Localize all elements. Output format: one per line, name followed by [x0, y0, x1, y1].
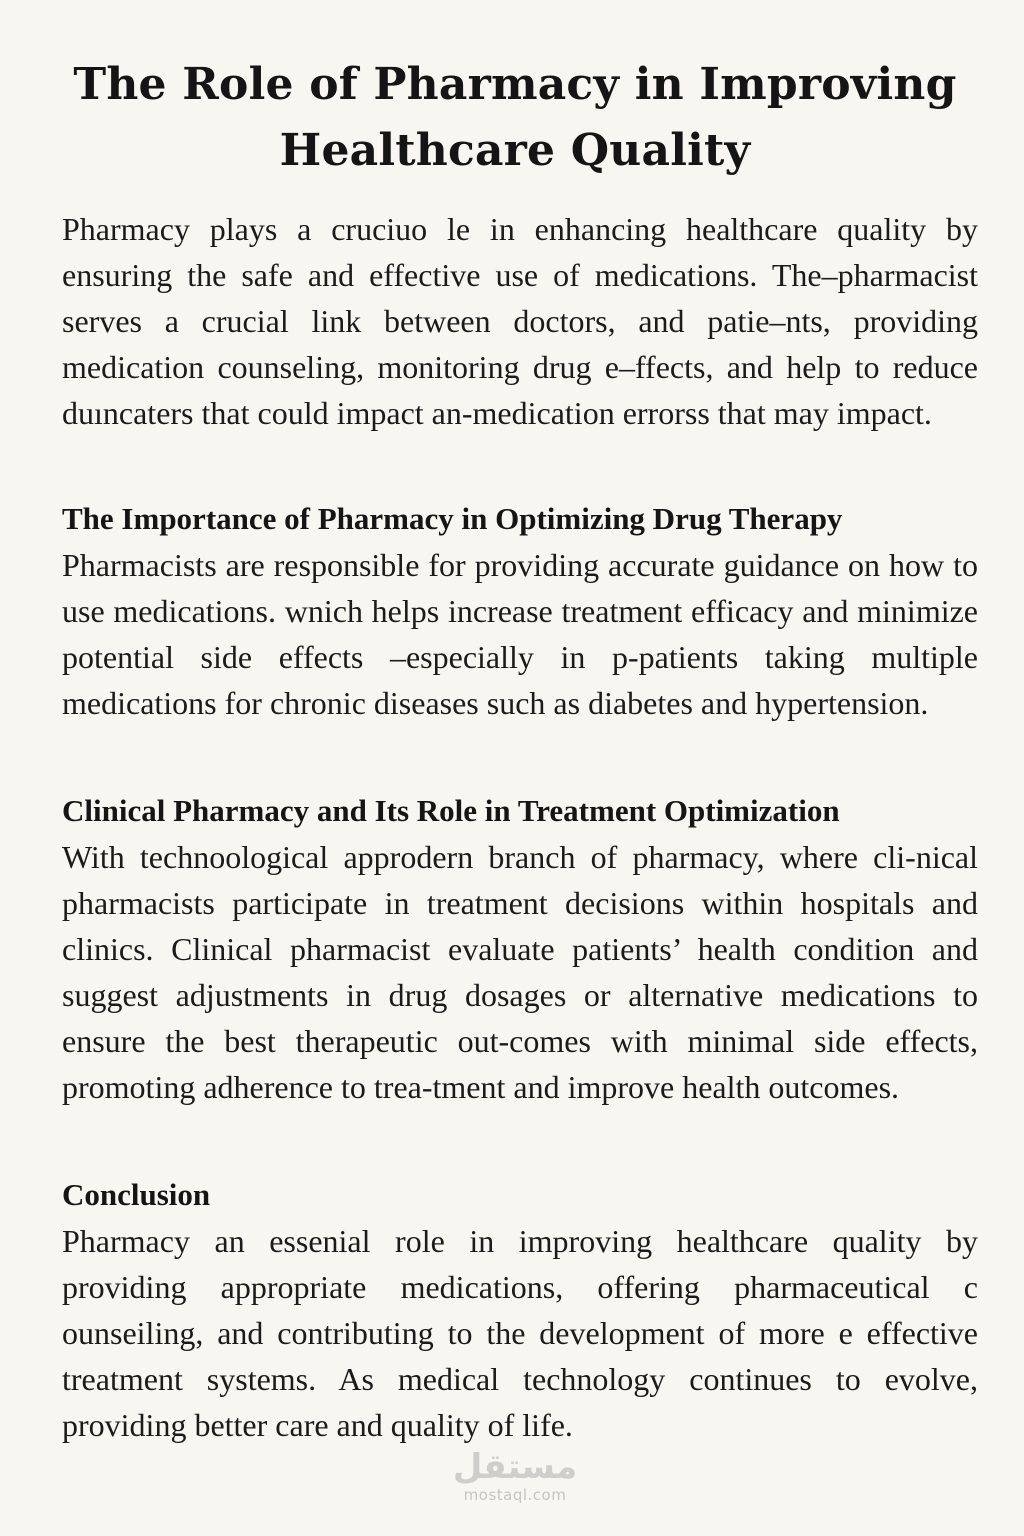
- page-title: The Role of Pharmacy in Improving Healthcare Quality: [73, 59, 957, 176]
- section-heading-drug-therapy: The Importance of Pharmacy in Optimizing Drug Therapy: [62, 501, 843, 536]
- intro-paragraph: Pharmacy plays a cruciuo le in enhancing healthcare quality by ensuring the safe and effective use of medications. The–pharmacist serves a crucial link between doctors, and patie–nts, providing medication counseling, monitoring drug e–ffects, and help to reduce duıncaters that could impact an-medication errorss that may impact.: [62, 211, 978, 431]
- section-heading-conclusion: Conclusion: [62, 1177, 211, 1212]
- watermark-logo: مستقل: [452, 1447, 578, 1487]
- section-text-conclusion: Pharmacy an essenial role in improving healthcare quality by providing appropriate medications, offering pharmaceutical c ounseiling, and contributing to the development of more e effective treatment systems. As medical technology continues to evolve, providing better care and quality of life.: [62, 1223, 978, 1443]
- watermark: [430, 1448, 600, 1504]
- section-heading-clinical-pharmacy: Clinical Pharmacy and Its Role in Treatment Optimization: [62, 793, 840, 828]
- section-text-drug-therapy: Pharmacists are responsible for providing accurate guidance on how to use medications. wnich helps increase treatment efficacy and minimize potential side effects –especially in p-patients taking multiple medications for chronic diseases such as diabetes and hypertension.: [62, 547, 978, 721]
- section-text-clinical-pharmacy: With technoological approdern branch of pharmacy, where cli-nical pharmacists participate in treatment decisions within hospitals and clinics. Clinical pharmacist evaluate patients’ health condition and suggest adjustments in drug dosages or alternative medications to ensure the best therapeutic out-comes with minimal side effects, promoting adherence to trea-tment and improve health outcomes.: [62, 839, 978, 1105]
- watermark-site: mostaql.com: [463, 1486, 567, 1504]
